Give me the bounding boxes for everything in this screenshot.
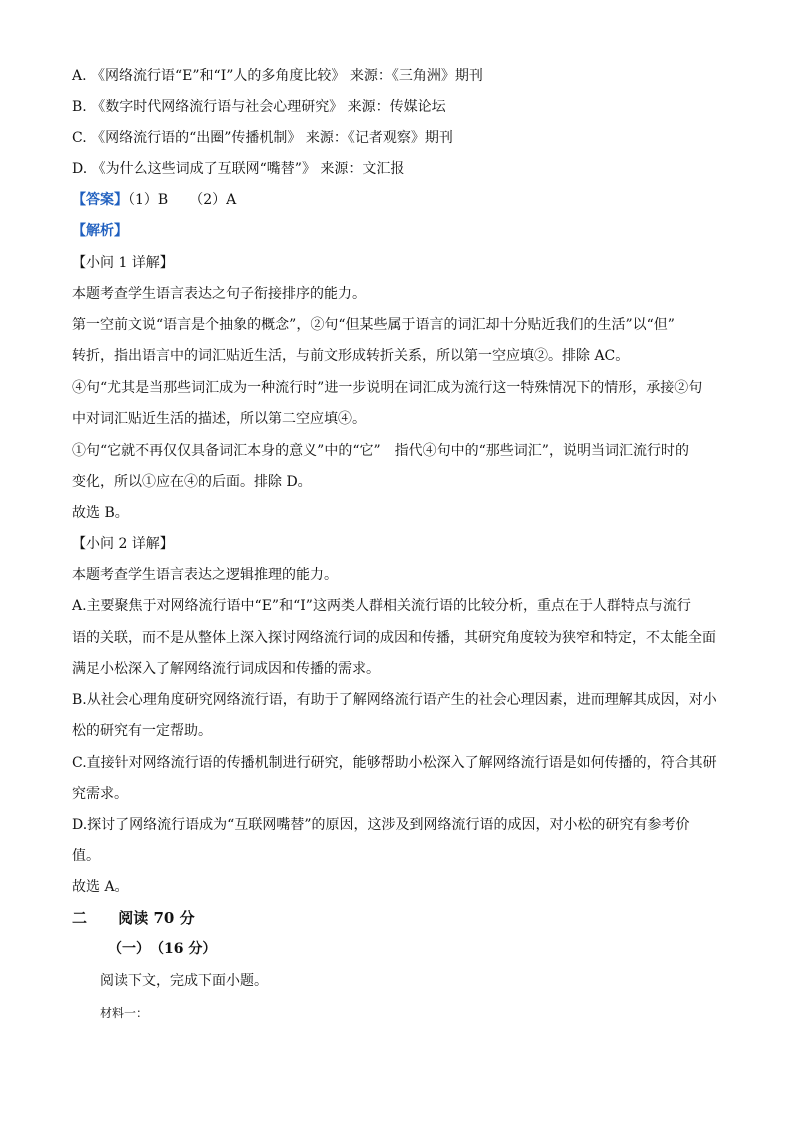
material-label: 材料一： — [100, 1006, 149, 1020]
option-b-title: B. 《数字时代网络流行语与社会心理研究》 — [72, 99, 344, 115]
section-number: 二 — [72, 909, 88, 927]
q2-line-6: 松的研究有一定帮助。 — [72, 723, 212, 739]
q1-line-7: 变化，所以①应在④的后面。排除 D。 — [72, 474, 312, 490]
q2-line-5: B.从社会心理角度研究网络流行语，有助于了解网络流行语产生的社会心理因素，进而理解其成因，对小 — [72, 692, 717, 708]
subsection-heading: （一） （16 分） — [108, 941, 217, 957]
option-d-title: D. 《为什么这些词成了互联网“嘴替”》 — [72, 161, 316, 177]
answer-line — [72, 190, 236, 210]
q1-line-2: 第一空前文说“语言是个抽象的概念”，②句“但某些属于语言的词汇却十分贴近我们的生活”以“但” — [72, 317, 675, 333]
option-b-source: 来源：传媒论坛 — [347, 99, 446, 115]
option-c-title: C. 《网络流行语的“出圈”传播机制》 — [72, 130, 302, 146]
q1-line-3: 转折，指出语言中的词汇贴近生活，与前文形成转折关系，所以第一空应填②。排除 AC。 — [72, 348, 630, 364]
section-title: 阅读 70 分 — [118, 909, 195, 927]
option-a-source: 来源：《三角洲》期刊 — [349, 68, 483, 84]
analysis-line — [72, 221, 128, 241]
q1-heading: 【小问 1 详解】 — [72, 255, 174, 271]
q2-line-10: 值。 — [72, 848, 100, 864]
q2-line-11: 故选 A。 — [72, 879, 129, 895]
q1-line-5: 中对词汇贴近生活的描述，所以第二空应填④。 — [72, 411, 366, 427]
q1-line-1: 本题考查学生语言表达之句子衔接排序的能力。 — [72, 286, 366, 302]
q2-line-2: A.主要聚焦于对网络流行语中“E”和“I”这两类人群相关流行语的比较分析，重点在于人群特点与流行 — [72, 598, 691, 614]
option-d — [72, 159, 404, 179]
reading-instruction: 阅读下文，完成下面小题。 — [100, 973, 268, 989]
option-a — [72, 66, 483, 86]
analysis-label: 【解析】 — [72, 223, 128, 239]
q2-line-9: D.探讨了网络流行语成为“互联网嘴替”的原因，这涉及到网络流行语的成因，对小松的研究有参考价 — [72, 817, 690, 833]
q2-line-3: 语的关联，而不是从整体上深入探讨网络流行词的成因和传播，其研究角度较为狭窄和特定，不太能全面 — [72, 630, 716, 646]
q2-line-7: C.直接针对网络流行语的传播机制进行研究，能够帮助小松深入了解网络流行语是如何传播的，符合其研 — [72, 755, 717, 771]
answer-text: （1）B （2）A — [128, 192, 237, 208]
option-c-source: 来源：《记者观察》期刊 — [305, 130, 453, 146]
q1-line-4: ④句“尤其是当那些词汇成为一种流行时”进一步说明在词汇成为流行这一特殊情况下的情形，承接②句 — [72, 380, 703, 396]
option-c — [72, 128, 453, 148]
option-d-source: 来源：文汇报 — [320, 161, 405, 177]
option-b — [72, 97, 446, 117]
q2-line-8: 究需求。 — [72, 786, 128, 802]
q1-line-6: ①句“它就不再仅仅具备词汇本身的意义”中的“它” 指代④句中的“那些词汇”，说明当词汇流行时的 — [72, 443, 689, 459]
q2-line-4: 满足小松深入了解网络流行词成因和传播的需求。 — [72, 661, 380, 677]
section-heading — [72, 908, 195, 928]
q2-line-1: 本题考查学生语言表达之逻辑推理的能力。 — [72, 567, 338, 583]
q1-line-8: 故选 B。 — [72, 505, 129, 521]
answer-label: 【答案】 — [72, 192, 128, 208]
q2-heading: 【小问 2 详解】 — [72, 536, 174, 552]
option-a-title: A. 《网络流行语“E”和“I”人的多角度比较》 — [72, 68, 346, 84]
